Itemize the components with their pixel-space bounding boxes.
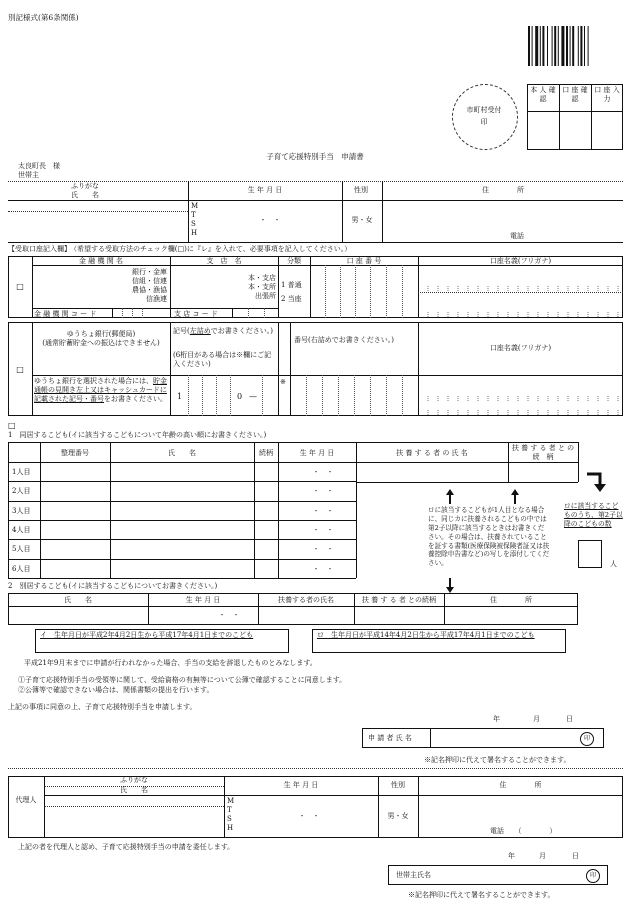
- row-label: 5人目: [12, 545, 31, 554]
- yucho-note: (通常貯蓄貯金への振込はできません): [42, 339, 160, 347]
- branch-type-honshiten[interactable]: 本・支店: [248, 274, 276, 282]
- second-child-count-field[interactable]: [578, 540, 602, 568]
- date2-day: 日: [572, 852, 579, 860]
- col-relation: 続柄: [259, 449, 273, 457]
- row-seiri-field[interactable]: [40, 520, 110, 539]
- proxy-dob-header: 生 年 月 日: [283, 781, 319, 789]
- s2-col-dob: 生 年 月 日: [185, 596, 221, 604]
- yucho-checkbox[interactable]: □: [16, 365, 24, 374]
- check-col-identity: 本 人 確 認: [530, 86, 556, 104]
- inst-type-shinkumi[interactable]: 信組・信連: [132, 277, 167, 285]
- s2-dob-field[interactable]: ・ ・: [218, 611, 240, 619]
- inst-type-nokyo[interactable]: 農協・漁協: [132, 286, 167, 294]
- proxy-era-s[interactable]: S: [227, 815, 232, 823]
- stamp-seal-label: 印: [480, 118, 488, 126]
- row-relation-field[interactable]: [254, 520, 278, 539]
- proxy-name-header: 氏 名: [120, 786, 148, 794]
- row-relation-field[interactable]: [254, 559, 278, 578]
- col-supporter-relation: 扶 養 す る 者 と の 続 柄: [511, 444, 582, 462]
- col-name: 氏 名: [168, 449, 196, 457]
- row-dob-field[interactable]: ・ ・: [312, 564, 334, 573]
- s2-col-name: 氏 名: [64, 596, 92, 604]
- row-dob-field[interactable]: ・ ・: [312, 545, 334, 554]
- row-label: 1人目: [12, 468, 31, 476]
- date2-month: 月: [539, 852, 546, 860]
- barcode: [528, 26, 616, 66]
- row-relation-field[interactable]: [254, 501, 278, 520]
- kigo-asterisk: ※: [280, 378, 286, 386]
- row-relation-field[interactable]: [254, 539, 278, 558]
- page-title: 子育て応援特別手当 申請書: [266, 152, 364, 161]
- row-name-field[interactable]: [110, 539, 254, 558]
- applicant-dob-field[interactable]: ・ ・: [259, 216, 281, 224]
- row-name-field[interactable]: [110, 559, 254, 578]
- consent-1: ①子育て応援特別手当の受領等に関して、受給資格の有無等について公簿で確認することに同意します。: [18, 676, 347, 684]
- head-label: 世帯主: [18, 171, 39, 179]
- proxy-era-t[interactable]: T: [227, 806, 232, 814]
- date-year: 年: [493, 715, 500, 723]
- second-child-unit: 人: [610, 560, 617, 568]
- office-check-cells[interactable]: [527, 112, 623, 150]
- kigo-prefix: 1: [177, 392, 183, 401]
- row-seiri-field[interactable]: [40, 559, 110, 578]
- yucho-select-instr: ゆうちょ銀行を選択された場合には、貯金通帳の見開き左上又はキャッシュカードに記載された記号・番号をお書きください。: [34, 377, 167, 404]
- applicant-era-m[interactable]: M: [191, 202, 199, 210]
- criteria-ro: ロ 生年月日が平成14年4月2日生から平成17年4月1日までのこども: [317, 631, 535, 639]
- row-label: 3人目: [12, 506, 31, 515]
- row-label: 6人目: [12, 564, 31, 573]
- inst-type-bank[interactable]: 銀行・金庫: [132, 268, 167, 276]
- s2-address-field[interactable]: [444, 606, 578, 625]
- bank-checkbox[interactable]: □: [16, 282, 24, 291]
- row-seiri-field[interactable]: [40, 462, 110, 481]
- row-name-field[interactable]: [110, 520, 254, 539]
- row-relation-field[interactable]: [254, 481, 278, 500]
- col-supporter: 扶 養 す る 者 の 氏 名: [396, 449, 468, 457]
- proxy-label: 代理人: [15, 796, 37, 804]
- row-seiri-field[interactable]: [40, 539, 110, 558]
- head-signature-note: ※記名押印に代えて署名することができます。: [408, 891, 555, 899]
- applicant-era-s[interactable]: S: [191, 220, 196, 228]
- criteria-i: イ 生年月日が平成2年4月2日生から平成17年4月1日までのこども: [40, 631, 254, 639]
- yucho-holder-field[interactable]: [418, 375, 623, 416]
- section1-note: ロに該当するこどもが1人目となる場合に、同じカに扶養されるこどもの中では第2子以降に該当するときはお書きください。その場合は、扶養されていることを証する書類(医療保険被保険者証又は扶養控除申告書など)の写しを添付してください。: [428, 506, 550, 568]
- applicant-era-t[interactable]: T: [191, 211, 196, 219]
- check-col-input: 口 座 入 力: [594, 86, 620, 104]
- kigo-field[interactable]: [170, 375, 278, 416]
- applicant-seal-icon: 印: [580, 732, 594, 746]
- applicant-name-header: 氏 名: [71, 191, 99, 199]
- proxy-era-m[interactable]: M: [227, 797, 235, 805]
- applicant-dob-header: 生 年 月 日: [247, 186, 283, 194]
- kigo-note: (6桁目がある場合は※欄にご記入ください): [173, 351, 272, 369]
- kigo-zero: 0: [237, 392, 243, 401]
- supporter-name-field[interactable]: [356, 462, 508, 482]
- supporter-relation-field[interactable]: [508, 462, 578, 482]
- s2-col-relation: 扶 養 す る 者 との続柄: [361, 596, 437, 604]
- bank-col-institution: 金 融 機 関 名: [79, 257, 123, 265]
- arrow-right-down-icon: [586, 470, 608, 496]
- inst-code-label: 金 融 機 関 コ ー ド: [34, 310, 97, 318]
- proxy-dob-field[interactable]: ・ ・: [298, 812, 320, 820]
- applicant-signature-note: ※記名押印に代えて署名することができます。: [424, 756, 571, 764]
- row-seiri-field[interactable]: [40, 481, 110, 500]
- declare-note: 上記の事項に同意の上、子育て応援特別手当を申請します。: [8, 703, 197, 711]
- col-seiri: 整理番号: [61, 449, 89, 457]
- proxy-sex-field[interactable]: 男・女: [387, 812, 409, 820]
- date-day: 日: [566, 715, 573, 723]
- delegate-note: 上記の者を代理人と認め、子育て応援特別手当の申請を委任します。: [18, 843, 235, 851]
- row-name-field[interactable]: [110, 481, 254, 500]
- s2-col-supporter: 扶養する者の氏名: [278, 596, 334, 604]
- consent-2: ②公簿等で確認できない場合は、関係書類の提出を行います。: [18, 686, 214, 694]
- stamp-label: 市町村受付: [466, 106, 502, 114]
- row-dob-field[interactable]: ・ ・: [312, 468, 334, 476]
- bank-holder-field[interactable]: [418, 265, 623, 318]
- branch-code-label: 支 店 コ ー ド: [174, 310, 218, 318]
- row-dob-field[interactable]: ・ ・: [312, 525, 334, 534]
- row-relation-field[interactable]: [254, 462, 278, 481]
- addressee: 太良町長 様: [18, 162, 60, 170]
- col-dob: 生 年 月 日: [299, 449, 335, 457]
- deadline-note: 平成21年9月末までに申請が行われなかった場合、手当の支給を辞退したものとみなします。: [24, 659, 317, 667]
- branch-type-honshisho[interactable]: 本・支所: [248, 283, 276, 291]
- row-label: 4人目: [12, 525, 31, 534]
- account-type-toza[interactable]: 2 当座: [281, 295, 302, 303]
- kigo-instr: 記号(左詰めでお書きください。): [173, 327, 273, 335]
- row-name-field[interactable]: [110, 501, 254, 520]
- arrow-up-icon: [445, 488, 455, 506]
- bank-header: 【受取口座記入欄】: [8, 245, 71, 253]
- bank-instructions: （希望する受取方法のチェック欄(□)に『レ』を入れて、必要事項を記入してください。）: [70, 245, 352, 253]
- head-seal-icon: 印: [586, 869, 600, 883]
- s2-name-field[interactable]: [8, 606, 148, 625]
- yucho-holder-header: 口座名義(フリガナ): [489, 344, 552, 352]
- applicant-sex-field[interactable]: 男・女: [351, 216, 373, 224]
- row-name-field[interactable]: [110, 462, 254, 481]
- bango-instr: 番号(右詰めでお書きください。): [294, 336, 394, 344]
- receipt-stamp-area: [452, 84, 518, 150]
- bank-col-holder: 口座名義(フリガナ): [489, 257, 552, 265]
- bank-col-branch: 支 店 名: [206, 257, 242, 265]
- bank-col-type: 分類: [287, 257, 301, 265]
- second-child-label: ロに該当するこどものうち、第2子以降のこどもの数: [564, 502, 623, 529]
- date2-year: 年: [508, 852, 515, 860]
- proxy-furigana: ふりがな: [120, 776, 148, 784]
- s2-supporter-field[interactable]: [258, 606, 354, 625]
- applicant-era-h[interactable]: H: [191, 229, 198, 237]
- arrow-up-icon-2: [510, 488, 520, 506]
- proxy-phone-label: 電話 （ ）: [490, 827, 557, 835]
- proxy-sex-header: 性別: [391, 781, 405, 789]
- branch-type-shuchosho[interactable]: 出張所: [255, 292, 276, 300]
- applicant-signature-label: 申 請 者 氏 名: [368, 734, 412, 742]
- account-type-futsu[interactable]: 1 普通: [281, 281, 302, 289]
- row-dob-field[interactable]: ・ ・: [312, 487, 334, 496]
- s2-relation-field[interactable]: [354, 606, 444, 625]
- applicant-furigana: ふりがな: [71, 182, 99, 190]
- yucho-name: ゆうちょ銀行(郵便局): [66, 330, 136, 338]
- proxy-name-field[interactable]: [44, 806, 224, 838]
- bank-col-account: 口 座 番 号: [346, 257, 382, 265]
- proxy-era-h[interactable]: H: [227, 824, 234, 832]
- bango-field[interactable]: [290, 375, 418, 416]
- section1-title: 1 同居するこども(イに該当するこどもについて年齢の高い順にお書きください。): [8, 431, 267, 439]
- row-label: 2人目: [12, 487, 31, 496]
- head-signature-label: 世帯主氏名: [396, 871, 431, 879]
- check-col-account: 口 座 確 認: [562, 86, 588, 104]
- proxy-address-header: 住 所: [499, 781, 542, 789]
- row-dob-field[interactable]: ・ ・: [312, 506, 334, 515]
- section2-title: 2 別居するこども(イに該当するこどもについてお書きください。): [8, 582, 218, 590]
- form-id: 別記様式(第6条関係): [8, 13, 79, 22]
- section1-checkbox[interactable]: □: [8, 421, 16, 430]
- applicant-address-header: 住 所: [482, 186, 524, 194]
- kigo-dash: —: [249, 392, 257, 401]
- date-month: 月: [533, 715, 540, 723]
- applicant-sex-header: 性別: [354, 186, 368, 194]
- s2-col-address: 住 所: [490, 596, 532, 604]
- inst-type-shingyoren[interactable]: 信漁連: [146, 295, 167, 303]
- applicant-phone-label: 電話: [510, 232, 524, 240]
- row-seiri-field[interactable]: [40, 501, 110, 520]
